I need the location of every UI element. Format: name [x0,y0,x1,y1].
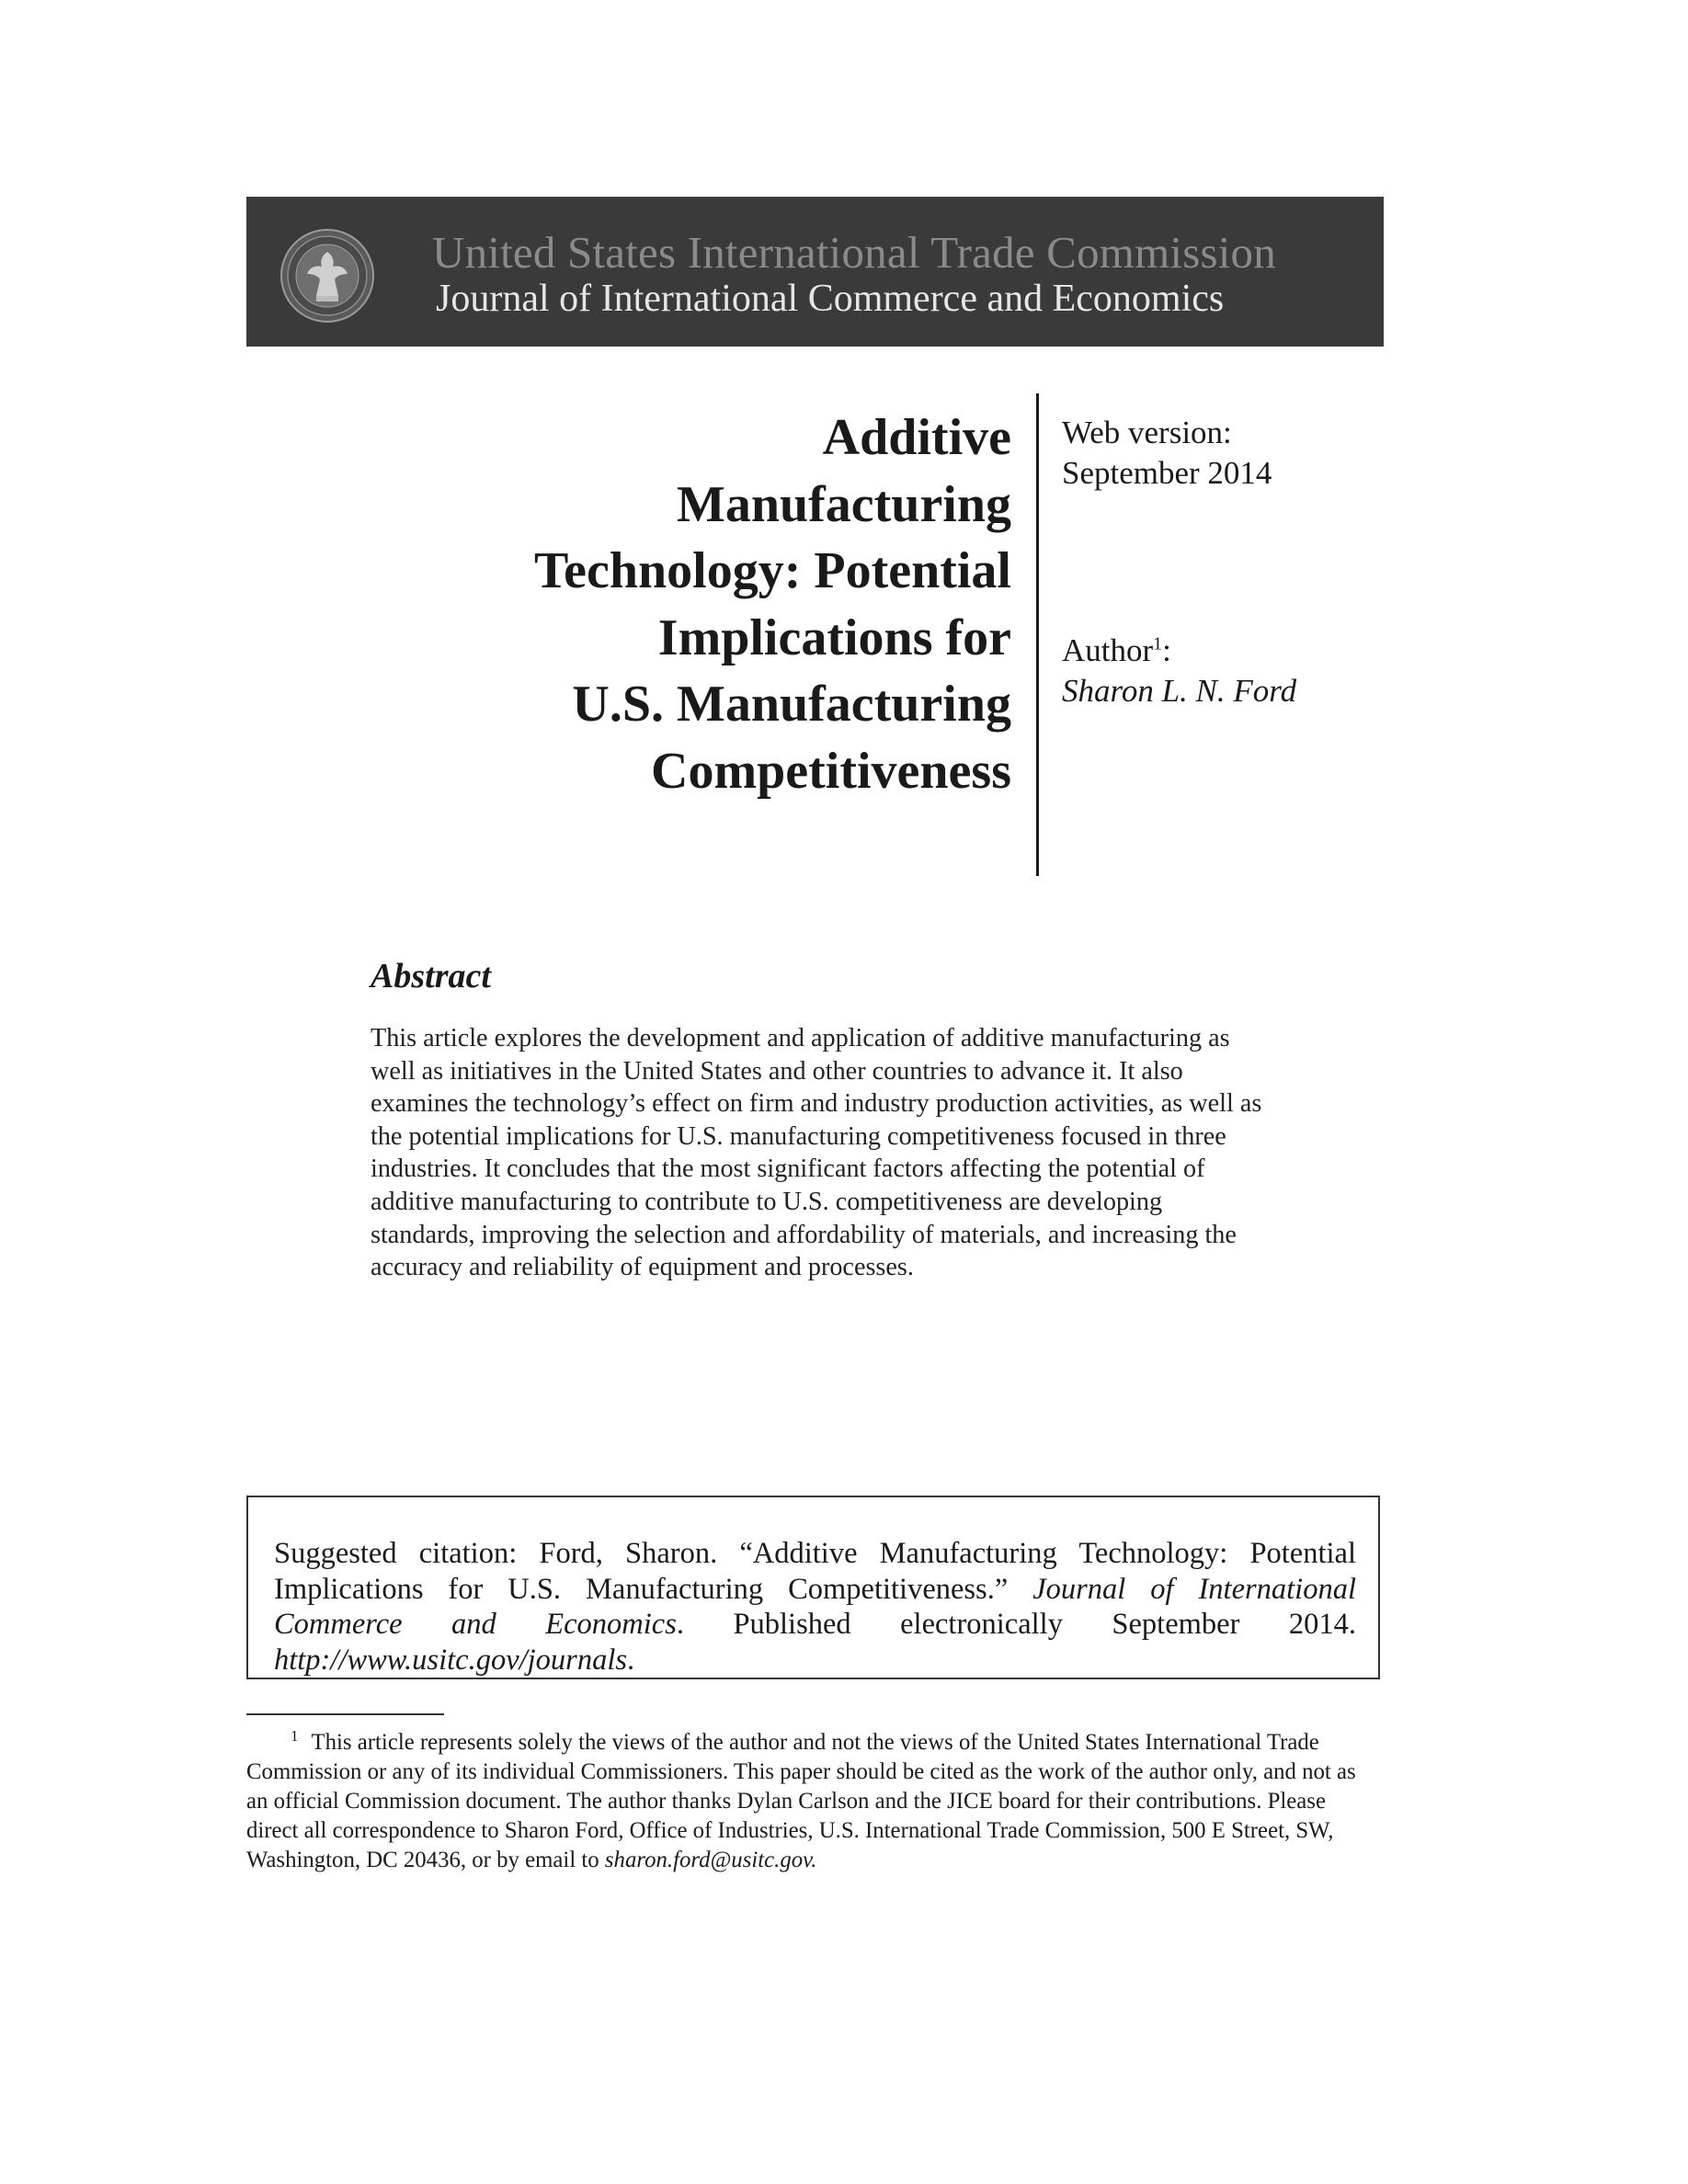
citation-box [246,1496,1380,1679]
version-info [1062,413,1272,494]
title-line: Manufacturing [677,475,1011,533]
title-line: Technology: Potential [533,542,1011,599]
title-line: U.S. Manufacturing [572,676,1011,733]
author-info [1062,631,1296,711]
footnote-divider [246,1713,444,1715]
title-line: Implications for [657,609,1011,666]
citation-journal: Journal of International Commerce and Economics [274,1572,1356,1641]
citation-prefix: Suggested citation: Ford, Sharon. “Additive Manufacturing Technology: Potential Implications for U.S. Manufacturing Competitiveness.” [274,1537,1356,1606]
footnote [246,1728,1382,1875]
author-name: Sharon L. N. Ford [1062,673,1297,709]
author-label: Author [1062,632,1154,668]
suggested-citation [274,1536,1356,1678]
citation-suffix: . [627,1643,635,1677]
citation-url-link[interactable]: http://www.usitc.gov/journals [274,1643,628,1677]
footnote-mark: 1 [291,1726,299,1745]
organization-name: United States International Trade Commission [432,227,1276,278]
footnote-text: This article represents solely the views of the author and not the views of the United States International Trade Commission or any of its individual Commissioners. This paper should be cited as the work of the author only, and not as an official Commission document. The author thanks Dylan Carlson and the JICE board for their contributions. Please direct all correspondence to Sharon Ford, Office of Industries, U.S. International Trade Commission, 500 E Street, SW, Washington, DC 20436, or by email to [246,1730,1356,1872]
author-label-row [1062,631,1296,671]
journal-banner [246,197,1384,347]
version-date: September 2014 [1062,455,1272,491]
journal-name: Journal of International Commerce and Economics [436,278,1225,320]
author-colon: : [1162,632,1171,668]
citation-middle: . Published electronically September 2014. [676,1608,1356,1641]
version-label: Web version: [1062,415,1232,450]
title-line: Additive [822,409,1011,466]
abstract-body: This article explores the development and application of additive manufacturing as well as initiatives in the United States and other countries to advance it. It also examines the technology’s effect on firm and industry production activities, as well as the potential implications for U.S. manufacturing competitiveness focused in three industries. It concludes that the most significant factors affecting the potential of additive manufacturing to contribute to U.S. competitiveness are developing standards, improving the selection and affordability of materials, and increasing the accuracy and reliability of equipment and processes. [371,1024,1262,1282]
title-line: Competitiveness [651,742,1011,800]
article-title [432,404,1011,804]
author-footnote-mark[interactable]: 1 [1153,633,1163,654]
abstract-heading: Abstract [371,957,491,995]
agency-seal-icon [279,228,375,324]
title-divider [1036,393,1039,876]
footnote-email-link[interactable]: sharon.ford@usitc.gov. [604,1848,817,1872]
